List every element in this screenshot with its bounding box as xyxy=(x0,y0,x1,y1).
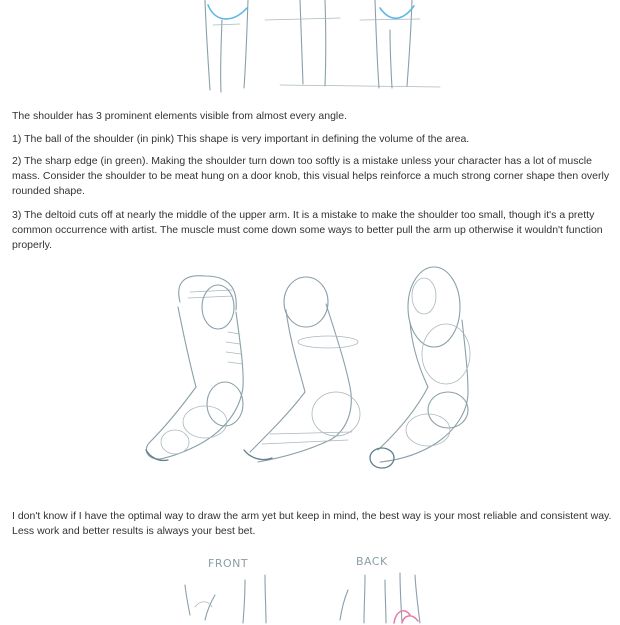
top-figure-3 xyxy=(360,0,420,88)
point-3-text: 3) The deltoid cuts off at nearly the middle of the upper arm. It is a mistake to make the shoulder too small, though it's a pretty common occurrence with artist. The muscle must come down some ways to better pull the arm up otherwise it wouldn't function properly. xyxy=(12,209,603,251)
arm-sketches xyxy=(0,262,620,482)
arm-sketch-middle xyxy=(244,277,360,462)
point-1-text: 1) The ball of the shoulder (in pink) This shape is very important in defining the volume of the area. xyxy=(12,133,470,145)
back-label: BACK xyxy=(356,555,388,568)
front-figure xyxy=(185,575,266,623)
top-figure-2 xyxy=(265,0,440,87)
arm-sketch-right xyxy=(370,267,470,468)
closing-text: I don't know if I have the optimal way to draw the arm yet but keep in mind, the best way is your most reliable and consistent way. Less work and better results is always your best bet. xyxy=(12,510,612,537)
back-figure xyxy=(340,573,420,623)
front-back-sketches xyxy=(0,545,620,625)
top-arm-sketches xyxy=(0,0,620,100)
intro-text: The shoulder has 3 prominent elements visible from almost every angle. xyxy=(12,110,347,122)
arm-sketch-left xyxy=(146,276,243,461)
point-2-text: 2) The sharp edge (in green). Making the shoulder turn down too softly is a mistake unless your character has a lot of muscle mass. Consider the shoulder to be meat hung on a door knob, this visual helps reinforce a much strong corner shape then overly rounded shape. xyxy=(12,155,610,197)
front-label: FRONT xyxy=(208,557,249,570)
top-figure-1 xyxy=(205,0,248,92)
